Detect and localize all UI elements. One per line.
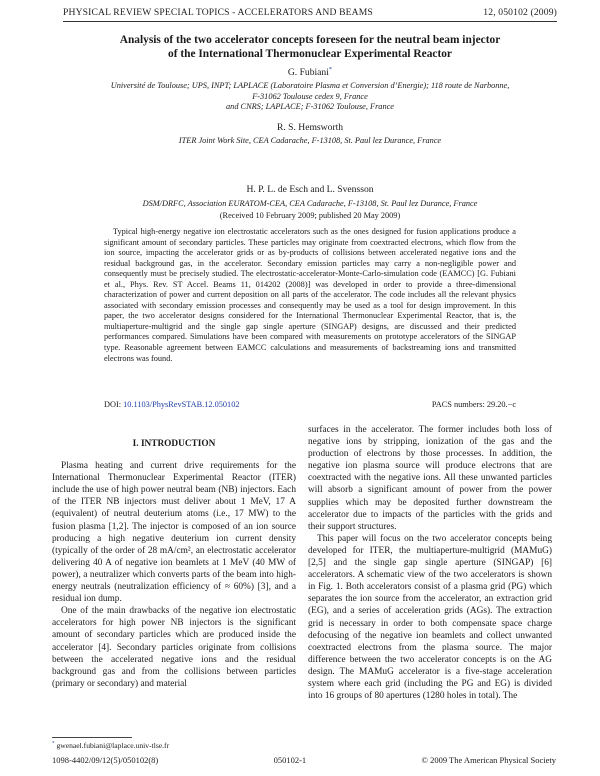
footnote <box>52 741 169 750</box>
author-1-marker[interactable]: * <box>328 65 333 73</box>
header-rule <box>63 21 557 22</box>
running-header <box>63 7 557 18</box>
right-paragraph-1: surfaces in the accelerator. The former includes both loss of negative ions by stripping, ionization of the gas and the production of electrons by those processes. In addition, the negative ion plasma source will produce electrons that are coextracted with the negative ions. All these unwanted particles will absorb a significant amount of power from the power supplies which may be deposited further downstream the accelerator due to impacts of the particles with the grids and their support structures. <box>308 425 552 532</box>
article-title <box>63 33 557 61</box>
pacs-numbers: PACS numbers: 29.20.−c <box>431 400 516 409</box>
received-date: (Received 10 February 2009; published 20 May 2009) <box>219 211 401 220</box>
abstract: Typical high-energy negative ion electrostatic accelerators such as the ones designed for fusion applications produce a significant amount of secondary particles. These particles may originate from coextracted electrons, which flow from the ion source, impacting the accelerator grids or as by-products of collisions between accelerated negative ions and the residual background gas, in the accelerator. Secondary emission particles may carry a non-negligible power and consequently must be precisely studied. The electrostatic-accelerator-Monte-Carlo-simulation code (EAMCC) [G. Fubiani et al., Phys. Rev. ST Accel. Beams 11, 014202 (2008)] was developed in order to provide a three-dimensional characterization of power and current deposition on all parts of the accelerator. The code includes all the relevant physics associated with secondary emission processes and consequently may be used as a tool for design improvement. In this paper, the two accelerator designs considered for the International Thermonuclear Experimental Reactor, that is, the multiaperture-multigrid and the single gap single aperture (SINGAP) designs, are discussed and their predicted performances compared. Simulations have been compared with measurements on prototype accelerators of the SINGAP type. Reasonable agreement between EAMCC calculations and measurements of backstreaming ions and transmitted electrons was found. <box>104 227 516 363</box>
author-3 <box>63 184 557 195</box>
author-1-name: G. Fubiani <box>287 67 329 78</box>
left-column <box>52 438 296 690</box>
doi-label: DOI: <box>104 400 122 409</box>
affiliation-3 <box>63 199 557 210</box>
author-3-name: H. P. L. de Esch and L. Svensson <box>246 184 374 195</box>
affiliation-1 <box>63 81 557 113</box>
author-2-name: R. S. Hemsworth <box>276 122 344 133</box>
volume-issue: 12, 050102 (2009) <box>483 7 557 18</box>
footer-page-number: 050102-1 <box>273 755 307 765</box>
title-line-1: Analysis of the two accelerator concepts foreseen for the neutral beam injector <box>119 34 501 46</box>
affiliation-2-line-1: ITER Joint Work Site, CEA Cadarache, F-13108, St. Paul lez Durance, France <box>178 136 442 145</box>
title-line-2: of the International Thermonuclear Experimental Reactor <box>168 48 452 60</box>
left-paragraph-1: Plasma heating and current drive requirements for the International Thermonuclear Experimental Reactor (ITER) include the use of high power neutral beam (NB) injectors. Each of the ITER NB injectors must deliver about 1 MeV, 17 A (equivalent) of neutral deuterium atoms (i.e., 17 MW) to the fusion plasma [1,2]. The injector is composed of an ion source producing a high negative deuterium ion current density (typically of the order of 28 mA/cm², an electrostatic accelerator delivering 40 A of negative ion beamlets at 1 MeV (40 MW of power), a neutralizer which converts parts of the beam into high-energy neutrals (neutralization efficiency of ≈ 60%) [3], and a residual ion dump. <box>52 461 296 605</box>
left-paragraph-2: One of the main drawbacks of the negative ion electrostatic accelerators for high power NB injectors is the significant amount of secondary particles which are produced inside the accelerator [4]. Secondary particles originate from collisions between the accelerated negative ions and the residual background gas and from the collisions between particles (primary or secondary) and material <box>52 606 296 689</box>
doi-link[interactable]: 10.1103/PhysRevSTAB.12.050102 <box>123 400 240 409</box>
journal-name: PHYSICAL REVIEW SPECIAL TOPICS - ACCELERATORS AND BEAMS <box>63 7 373 18</box>
doi <box>104 400 240 409</box>
author-2 <box>63 122 557 133</box>
footnote-rule <box>52 737 132 738</box>
right-paragraph-2: This paper will focus on the two accelerator concepts being developed for ITER, the multiaperture-multigrid (MAMuG) [2,5] and the single gap single aperture (SINGAP) [6] accelerators. A schematic view of the two accelerators is shown in Fig. 1. Both accelerators consist of a plasma grid (PG) which separates the ion source from the accelerator, an extraction grid (EG), and a series of acceleration grids (AGs). The extraction grid is necessary in order to both compensate space charge defocusing of the negative ion beamlets and collect unwanted coextracted electrons from the plasma source. The major difference between the two accelerator concepts is on the AG design. The MAMuG accelerator is a five-stage acceleration system where each grid (including the PG and EG) is divided into 16 groups of 80 apertures (1280 holes in total). The <box>308 533 552 702</box>
footer-issn: 1098-4402/09/12(5)/050102(8) <box>52 755 159 765</box>
affiliation-2 <box>63 136 557 147</box>
footnote-email[interactable]: gwenael.fubiani@laplace.univ-tlse.fr <box>56 741 170 750</box>
section-heading: I. INTRODUCTION <box>132 439 216 449</box>
footnote-marker: * <box>52 740 55 747</box>
doi-pacs-line <box>104 400 516 409</box>
affiliation-1-line-1: Université de Toulouse; UPS, INPT; LAPLACE (Laboratoire Plasma et Conversion d’Energie); 118 route de Narbonne, <box>110 81 510 90</box>
affiliation-1-line-3: and CNRS; LAPLACE; F-31062 Toulouse, France <box>226 102 394 112</box>
affiliation-1-line-2: F-31062 Toulouse cedex 9, France <box>252 91 368 101</box>
affiliation-3-line-1: DSM/DRFC, Association EURATOM-CEA, CEA Cadarache, F-13108, St. Paul lez Durance, France <box>142 199 478 208</box>
author-1 <box>63 67 557 78</box>
right-column <box>308 424 552 702</box>
footer-copyright: © 2009 The American Physical Society <box>421 755 556 765</box>
page-footer <box>52 755 556 765</box>
